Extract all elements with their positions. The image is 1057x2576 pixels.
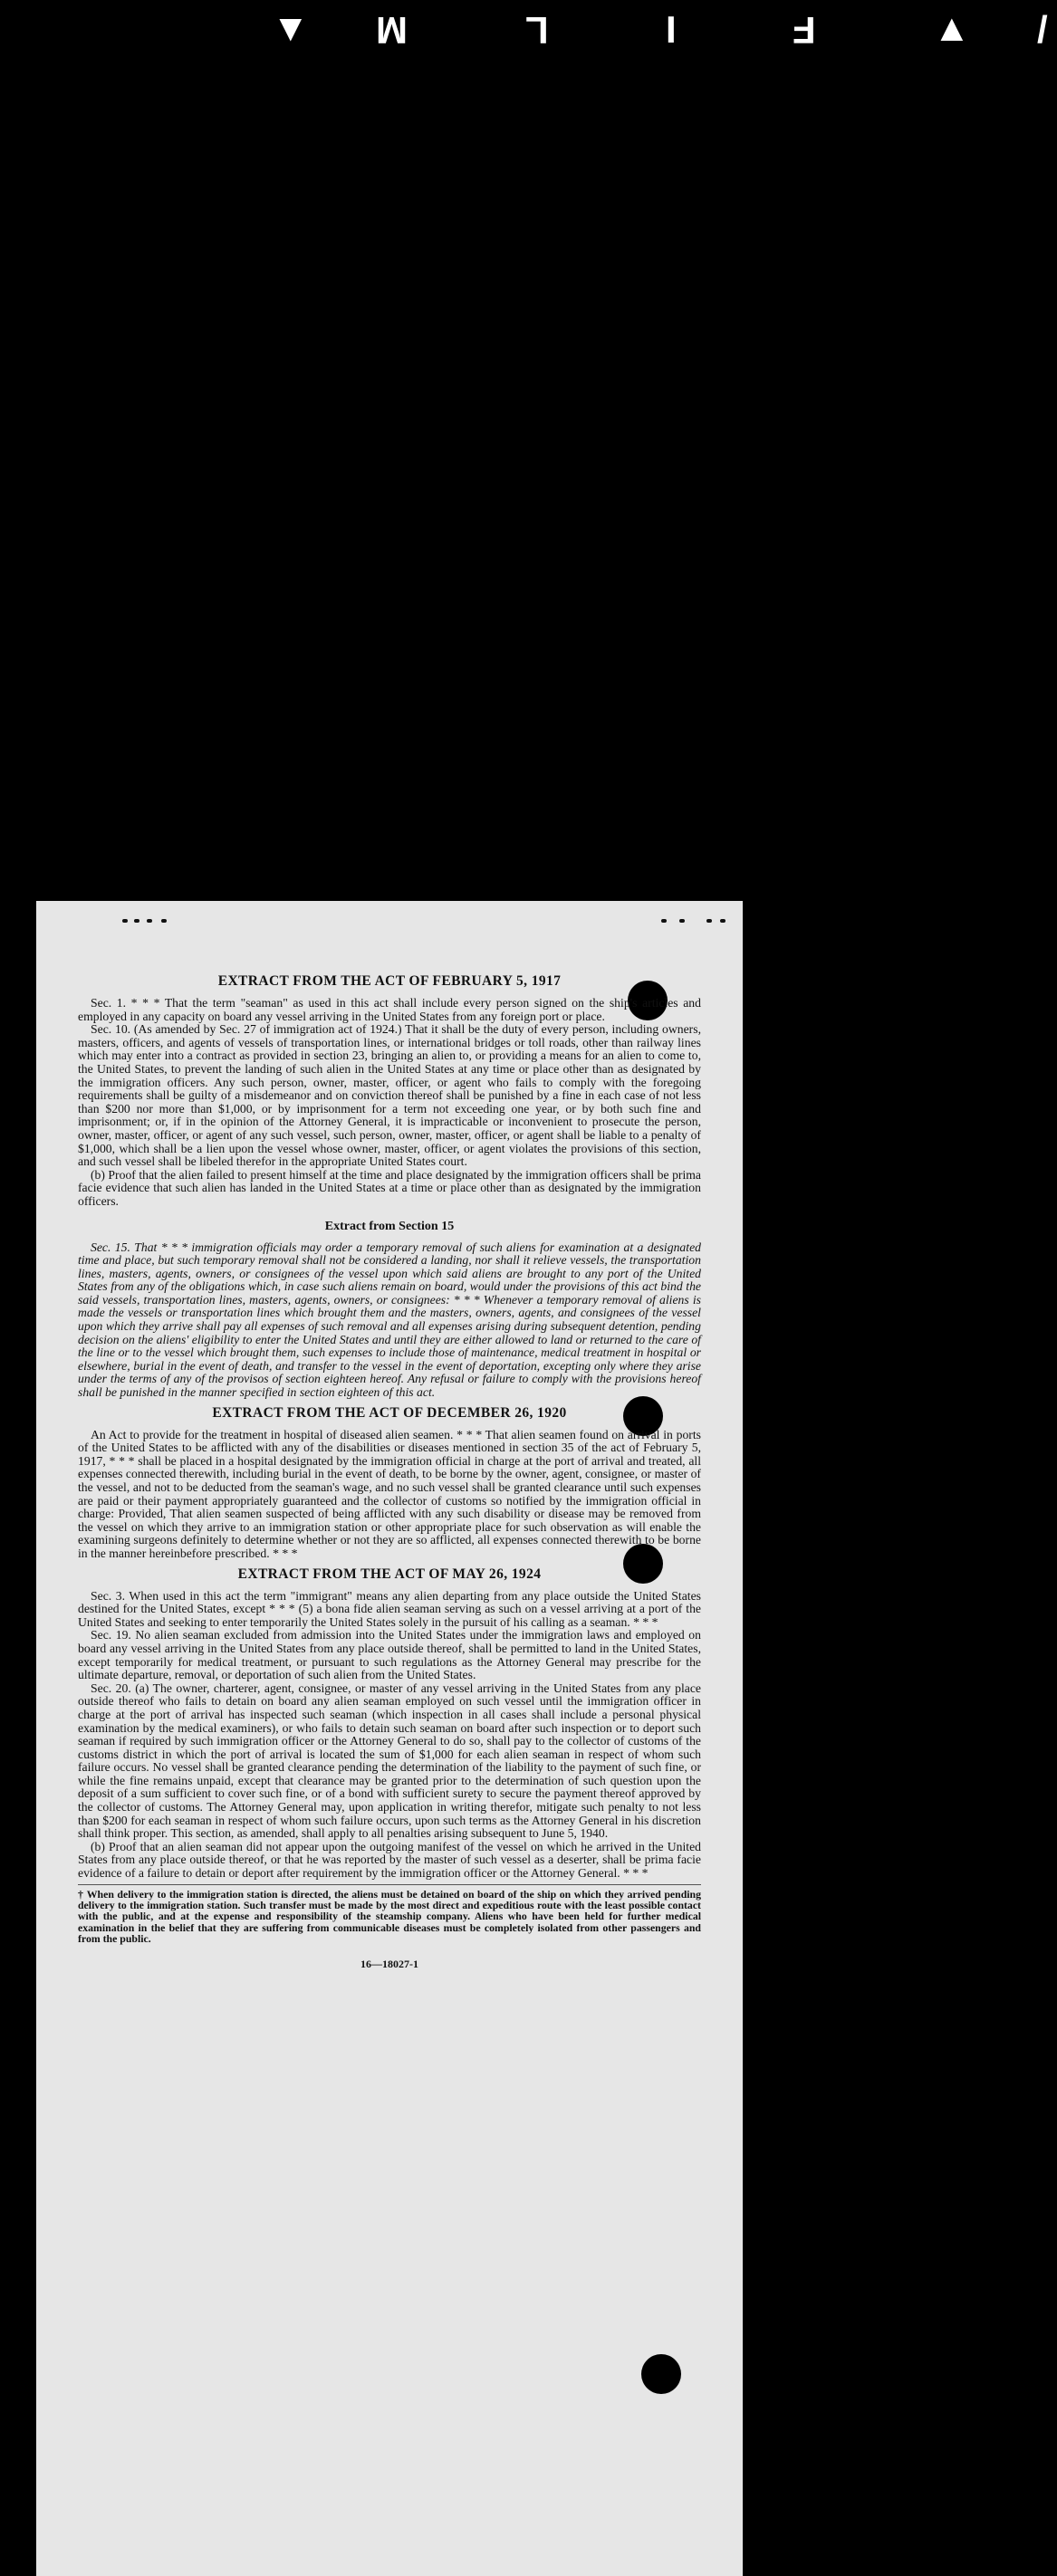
section-15-paragraph: Sec. 15. That * * * immigration officials may order a temporary removal of such aliens for examination at a designated time and place, but such temporary removal shall not be considered a landing, nor shall it relieve vessels, the transportation lines, masters, agents, owners, or consignees of the vessel upon which said aliens are brought to any port of the United States from any of the obligations which, in case such aliens remain on board, would under the provisions of this act bind the said vessels, transportation lines, masters, agents, owners, or consignees: * * * Whenever a temporary removal of aliens is made the vessels or transportation lines which brought them and the masters, owners, agents, and consignees of the vessel upon which they arrive shall pay all expenses of such removal and all expenses arising during subsequent detention, pending decision on the aliens' eligibility to enter the United States and until they are either allowed to land or returned to the care of the line or to the vessel which brought them, such expenses to include those of maintenance, medical treatment in hospital or elsewhere, burial in the event of death, and transfer to the vessel in the event of deportation, excepting only where they arise under the terms of any of the provisos of section eighteen hereof. Any refusal or failure to comply with the provisions hereof shall be punished in the manner specified in section eighteen of this act.: [78, 1240, 701, 1400]
heading-act-1924: EXTRACT FROM THE ACT OF MAY 26, 1924: [237, 1566, 542, 1582]
film-letter-i: I: [666, 8, 677, 51]
document-body: [78, 973, 701, 1971]
film-strip: [0, 0, 1057, 63]
document-page: [36, 901, 743, 2576]
film-letter-l: L: [525, 9, 549, 52]
heading-act-1917: EXTRACT FROM THE ACT OF FEBRUARY 5, 1917: [217, 973, 562, 989]
form-number: 16—18027-1: [360, 1957, 418, 1970]
section-1-paragraph: Sec. 1. * * * That the term "seaman" as used in this act shall include every person signed on the ship's articles and employed in any capacity on board any vessel arriving in the United States from any foreign port or place.: [78, 996, 701, 1023]
heading-section-15: Extract from Section 15: [324, 1219, 455, 1233]
section-10b-paragraph: (b) Proof that the alien failed to present himself at the time and place designated by the immigration officers shall be prima facie evidence that such alien has landed in the United States at a time or place other than as designated by the immigration officers.: [78, 1167, 701, 1208]
section-20b-paragraph: (b) Proof that an alien seaman did not appear upon the outgoing manifest of the vessel on which he arrived in the United States from any place outside thereof, or that he was reported by the master of such vessel as a deserter, shall be prima facie evidence of a failure to detain or deport after requirement by the immigration officer or the Attorney General. * * *: [78, 1839, 701, 1881]
section-19-paragraph: Sec. 19. No alien seaman excluded from admission into the United States under the immigration laws and employed on board any vessel arriving in the United States from any place outside thereof, shall be permitted to land in the United States, except temporarily for medical treatment, or pursuant to such regulations as the Attorney General may prescribe for the ultimate departure, removal, or deportation of such alien from the United States.: [78, 1628, 701, 1682]
section-20a-paragraph: Sec. 20. (a) The owner, charterer, agent, consignee, or master of any vessel arriving in the United States from any place outside thereof who fails to detain on board any alien seaman employed on such vessel until the immigration officer in charge at the port of arrival has inspected such seaman (which inspection in all cases shall include a personal physical examination by the medical examiners), or who fails to detain such seaman on board after such inspection or to deport such seaman if required by such immigration officer or the Attorney General to do so, shall pay to the collector of customs of the customs district in which the port of arrival is located the sum of $1,000 for each alien seaman in respect of whom such failure occurs. No vessel shall be granted clearance pending the determination of the liability to the payment of such fine, or while the fine remains unpaid, except that clearance may be granted prior to the determination of such question upon the deposit of a sum sufficient to cover such fine, or of a bond with sufficient surety to secure the payment thereof approved by the collector of customs. The Attorney General may, upon application in writing therefor, mitigate such penalty to not less than $200 for each seaman in respect of whom such failure occurs, upon such terms as the Attorney General in his discretion shall think proper. This section, as amended, shall apply to all penalties arising subsequent to June 5, 1940.: [78, 1681, 701, 1841]
heading-act-1920: EXTRACT FROM THE ACT OF DECEMBER 26, 1920: [212, 1404, 567, 1421]
page-top-specks: [82, 919, 716, 932]
film-letter-m: M: [376, 9, 408, 52]
act-1920-paragraph: An Act to provide for the treatment in hospital of diseased alien seamen. * * * That alien seamen found on arrival in ports of the United States to be afflicted with any of the disabilities or diseases mentioned in section 35 of the act of February 5, 1917, * * * shall be placed in a hospital designated by the immigration official in charge at the port of arrival and treated, all expenses connected therewith, including burial in the event of death, to be borne by the owner, agent, consignee, or master of the vessel, and not to be deducted from the seaman's wage, and no such vessel shall be granted clearance until such expenses are paid or their payment appropriately guaranteed and the collector of customs so notified by the immigration official in charge: Provided, That alien seamen suspected of being afflicted with any such disability or disease may be removed from the vessel on which they arrive to an immigration station or other appropriate place for such observation as will enable the examining surgeons definitely to determine whether or not they are so afflicted, all expenses connected therewith to be borne in the manner hereinbefore prescribed. * * *: [78, 1427, 701, 1560]
section-10-paragraph: Sec. 10. (As amended by Sec. 27 of immigration act of 1924.) That it shall be the duty of every person, including owners, masters, officers, and agents of vessels of transportation lines, or international bridges or toll roads, other than railway lines which may enter into a contract as provided in section 23, bringing an alien to, or providing a means for an alien to come to, the United States, to prevent the landing of such alien in the United States at any time or place other than as designated by the immigration officers. Any such person, owner, master, officer, or agent who fails to comply with the foregoing requirements shall be guilty of a misdemeanor and on conviction thereof shall be punished by a fine in each case of not less than $200 nor more than $1,000, or by imprisonment for a term not exceeding one year, or by both such fine and imprisonment; or, if in the opinion of the Attorney General, it is impracticable or inconvenient to prosecute the person, owner, master, officer, or agent of any such vessel, such person, owner, master, officer, or agent shall be liable to a penalty of $1,000, which shall be a lien upon the vessel whose owner, master, officer, or agent violates the provisions of this section, and such vessel shall be libeled therefor in the appropriate United States court.: [78, 1022, 701, 1169]
film-triangle-mark: ▼: [272, 6, 310, 49]
film-slash-mark: /: [1037, 8, 1048, 51]
film-triangle-mark-2: ▼: [933, 11, 971, 53]
footnote: † When delivery to the immigration station is directed, the aliens must be detained on board of the ship on which they arrived pending delivery to the immigration station. Such transfer must be made by the most direct and expeditious route with the least possible contact with the public, and at the expense and responsibility of the steamship company. Aliens who have been held for further medical examination in the belief that they are suffering from communicable diseases must be completely isolated from other passengers and from the public.: [78, 1884, 701, 1945]
section-3-paragraph: Sec. 3. When used in this act the term "immigrant" means any alien departing from any place outside the United States destined for the United States, except * * * (5) a bona fide alien seaman serving as such on a vessel arriving at a port of the United States and seeking to enter temporarily the United States solely in the pursuit of his calling as a seaman. * * *: [78, 1588, 701, 1629]
film-letter-f: F: [793, 9, 816, 52]
punch-hole-4: [641, 2354, 681, 2394]
